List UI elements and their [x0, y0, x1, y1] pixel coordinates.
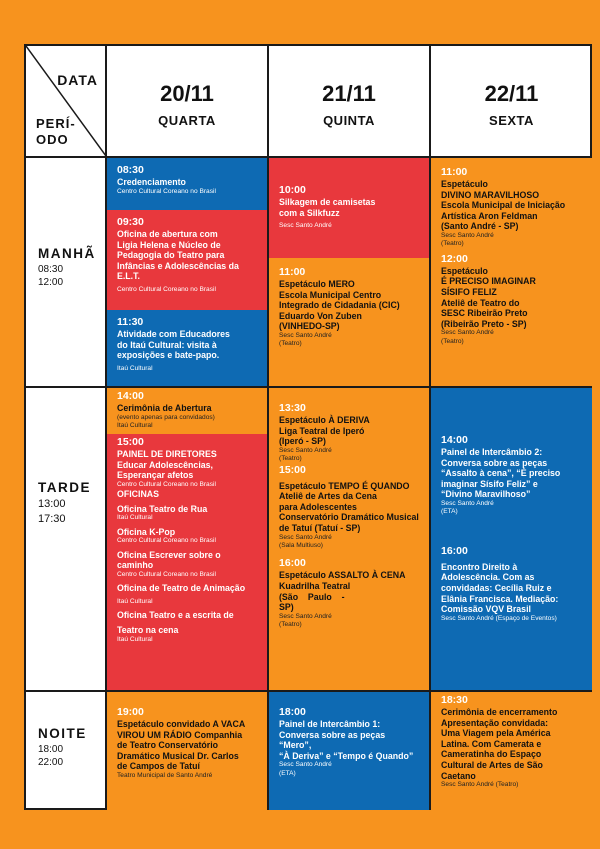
event-title: SÍSIFO FELIZ: [441, 286, 497, 297]
event-time: 11:00: [279, 266, 306, 278]
period-name: MANHÃ: [38, 246, 96, 261]
day-header-22-11: [431, 46, 592, 156]
event-time: 18:00: [279, 706, 306, 718]
event-room: (Teatro): [441, 337, 464, 345]
event-title: de Campos de Tatuí: [117, 761, 200, 772]
event-title: Adolescência. Com as: [441, 572, 535, 583]
event-title: Cerimônia de encerramento: [441, 707, 558, 717]
event-title: Espetáculo TEMPO É QUANDO: [279, 480, 410, 491]
event-title: Espetáculo MERO: [279, 279, 355, 289]
event-room: (Teatro): [279, 621, 302, 629]
event-title: Kuadrilha Teatral: [279, 580, 351, 591]
day-date: 21/11: [322, 81, 376, 106]
event-time: 19:00: [117, 706, 144, 718]
event-title: Painel de Intercâmbio 1:: [279, 719, 381, 729]
event-title: com a Silkfuzz: [279, 207, 340, 218]
period-end: 17:30: [38, 513, 66, 525]
event-time: 13:30: [279, 402, 306, 414]
event-title: Elânia Francisca. Mediação:: [441, 593, 559, 604]
event-title: Oficina Teatro e a escrita de: [117, 610, 234, 621]
schedule-table: [24, 44, 592, 810]
event-time: 09:30: [117, 216, 144, 228]
event-title: Oficina de Teatro de Animação: [117, 583, 246, 594]
event-title: para Adolescentes: [279, 501, 357, 512]
event-title: VIROU UM RÁDIO Companhia: [117, 729, 243, 740]
day-weekday: QUINTA: [323, 113, 375, 128]
event-note: (evento apenas para convidados): [117, 413, 215, 421]
event-title: convidadas: Cecília Ruiz e: [441, 582, 552, 593]
event-block: [269, 692, 429, 810]
period-noite: [38, 726, 87, 769]
event-venue: Itaú Cultural: [117, 514, 153, 522]
event-block: [431, 692, 592, 810]
date-axis-label: DATA: [57, 72, 98, 88]
header-corner: [26, 46, 106, 156]
event-time: 08:30: [117, 164, 144, 176]
event-venue: Sesc Santo André: [279, 331, 332, 339]
event-title: E.L.T.: [117, 271, 140, 282]
event-title: Encontro Direito à: [441, 561, 518, 572]
period-axis-label: [36, 116, 76, 148]
day-header-20-11: [107, 46, 267, 156]
event-title: Educar Adolescências,: [117, 459, 213, 470]
event-title: Escola Municipal Centro: [279, 289, 382, 300]
event-title: Comissão VQV Brasil: [441, 604, 531, 615]
event-block: [107, 158, 267, 210]
event-title: Apresentação convidada:: [441, 717, 549, 728]
event-title: Uma Viagem pela América: [441, 728, 551, 739]
event-title: Oficina Teatro de Rua: [117, 503, 208, 514]
event-title: Silkagem de camisetas: [279, 197, 376, 207]
event-time: 16:00: [279, 557, 306, 570]
event-title: Ateliê de Teatro do: [441, 297, 520, 308]
event-time: 11:30: [117, 316, 144, 328]
event-title: Integrado de Cidadania (CIC): [279, 300, 400, 311]
event-time: 15:00: [117, 436, 144, 448]
event-title: Painel de Intercâmbio 2:: [441, 447, 543, 457]
day-weekday: QUARTA: [158, 113, 216, 128]
event-title: Oficina K-Pop: [117, 526, 176, 537]
period-end: 22:00: [38, 757, 64, 768]
event-title: SP): [279, 602, 294, 613]
period-tarde: [38, 480, 91, 527]
event-time: 18:30: [441, 694, 468, 706]
event-block: [431, 388, 592, 690]
event-venue: Sesc Santo André: [279, 446, 332, 454]
event-venue: Centro Cultural Coreano no Brasil: [117, 537, 216, 545]
event-title: Espetáculo: [441, 265, 488, 276]
event-title: Cerimônia de Abertura: [117, 403, 212, 413]
event-title: SESC Ribeirão Preto: [441, 308, 528, 319]
event-title: (VINHEDO-SP): [279, 321, 340, 332]
event-title: imaginar Sísifo Feliz” e: [441, 478, 538, 489]
event-title: DIVINO MARAVILHOSO: [441, 189, 540, 200]
event-title: Espetáculo À DERIVA: [279, 415, 370, 425]
event-venue: Sesc Santo André: [279, 222, 332, 230]
event-venue: Sesc Santo André: [279, 612, 332, 620]
event-block: [107, 210, 267, 310]
event-title: “Divino Maravilhoso”: [441, 489, 531, 500]
event-title: Latina. Com Camerata e: [441, 738, 542, 749]
event-block: [431, 158, 592, 386]
event-title: Atividade com Educadores: [117, 329, 230, 339]
event-title: PAINEL DE DIRETORES: [117, 449, 217, 459]
event-title: Pedagogia do Teatro para: [117, 250, 225, 261]
event-title: do Itaú Cultural: visita à: [117, 339, 217, 350]
event-title: Esperançar afetos: [117, 470, 194, 481]
event-title: Liga Teatral de Iperó: [279, 425, 365, 436]
period-axis-label-part1: PERÍ-: [36, 116, 76, 131]
event-venue: Itaú Cultural: [117, 597, 153, 605]
event-title: de Teatro Conservatório: [117, 740, 219, 751]
event-title: Artística Aron Feldman: [441, 210, 538, 221]
day-weekday: SEXTA: [489, 113, 534, 128]
event-block: [269, 388, 429, 690]
event-room: (ETA): [279, 769, 296, 777]
period-end: 12:00: [38, 277, 64, 288]
event-title: exposições e bate-papo.: [117, 350, 220, 361]
event-title: (Iperó - SP): [279, 436, 326, 447]
event-title: Conversa sobre as peças “Mero”,: [279, 729, 386, 751]
event-title: Cameratinha do Espaço: [441, 749, 542, 760]
event-time: 15:00: [279, 463, 306, 476]
day-date: 20/11: [160, 81, 214, 106]
event-room: (ETA): [441, 508, 458, 516]
event-venue: Sesc Santo André (Teatro): [441, 781, 519, 789]
event-block: [269, 158, 429, 258]
event-title: (São Paulo -: [279, 591, 345, 602]
event-venue: Sesc Santo André (Espaço de Eventos): [441, 614, 557, 622]
event-venue: Sesc Santo André: [279, 533, 332, 541]
event-venue: Sesc Santo André: [441, 329, 494, 337]
event-title: Ateliê de Artes da Cena: [279, 491, 377, 502]
event-time: 16:00: [441, 544, 468, 557]
event-title: Conversa sobre as peças: [441, 457, 548, 468]
event-block: [107, 692, 267, 810]
event-title: de Tatuí (Tatuí - SP): [279, 522, 361, 533]
period-axis-label-part2: ODO: [36, 132, 69, 147]
event-title: Espetáculo ASSALTO À CENA: [279, 570, 406, 581]
event-venue: Itaú Cultural: [117, 422, 153, 429]
event-venue: Sesc Santo André: [279, 761, 332, 769]
event-title: Conservatório Dramático Musical: [279, 512, 419, 523]
period-name: NOITE: [38, 726, 87, 741]
event-room: (Teatro): [279, 455, 302, 463]
event-block: [107, 388, 267, 434]
event-time: 11:00: [441, 166, 468, 178]
event-title: Espetáculo convidado A VACA: [117, 719, 246, 729]
event-title: (Santo André - SP): [441, 221, 519, 232]
day-date: 22/11: [484, 81, 539, 106]
period-name: TARDE: [38, 480, 91, 495]
event-title: “À Deriva” e “Tempo é Quando”: [279, 750, 414, 761]
event-venue: Centro Cultural Coreano no Brasil: [117, 187, 216, 195]
event-title: Cultural de Artes de São: [441, 759, 543, 770]
event-venue: Centro Cultural Coreano no Brasil: [117, 285, 216, 293]
event-title: Infâncias e Adolescências da: [117, 260, 239, 271]
event-title: Ligia Helena e Núcleo de: [117, 239, 221, 250]
period-start: 08:30: [38, 264, 64, 275]
period-manha: [38, 246, 96, 289]
event-block: [269, 258, 429, 386]
event-room: (Teatro): [279, 340, 302, 348]
event-title: Espetáculo: [441, 179, 488, 189]
event-title: Dramático Musical Dr. Carlos: [117, 750, 239, 761]
event-venue: Sesc Santo André: [441, 231, 494, 239]
event-title: Caetano: [441, 770, 476, 781]
event-title: É PRECISO IMAGINAR: [441, 276, 536, 287]
event-room: (Sala Multiuso): [279, 541, 323, 549]
event-time: 10:00: [279, 184, 306, 196]
event-title: Teatro na cena: [117, 624, 179, 635]
event-time: 14:00: [441, 434, 468, 446]
event-block: [107, 434, 267, 690]
event-title: Eduardo Von Zuben: [279, 310, 362, 321]
event-title: Escola Municipal de Iniciação: [441, 200, 566, 211]
event-venue: Centro Cultural Coreano no Brasil: [117, 480, 216, 488]
event-title: Oficina de abertura com: [117, 229, 218, 239]
event-venue: Teatro Municipal de Santo André: [117, 771, 213, 779]
event-title: Oficina Escrever sobre o caminho: [117, 549, 221, 571]
event-title: (Ribeirão Preto - SP): [441, 318, 527, 329]
event-title: “Assalto à cena”, “É preciso: [441, 468, 561, 479]
event-title: OFICINAS: [117, 489, 160, 500]
event-venue: Centro Cultural Coreano no Brasil: [117, 570, 216, 578]
event-time: 12:00: [441, 252, 468, 265]
event-venue: Itaú Cultural: [117, 364, 153, 372]
day-header-21-11: [269, 46, 429, 156]
event-title: Credenciamento: [117, 177, 186, 187]
event-room: (Teatro): [441, 240, 464, 248]
event-time: 14:00: [117, 390, 144, 402]
event-venue: Itaú Cultural: [117, 635, 153, 643]
period-start: 18:00: [38, 744, 64, 755]
event-venue: Sesc Santo André: [441, 499, 494, 507]
period-start: 13:00: [38, 498, 66, 510]
event-block: [107, 310, 267, 386]
